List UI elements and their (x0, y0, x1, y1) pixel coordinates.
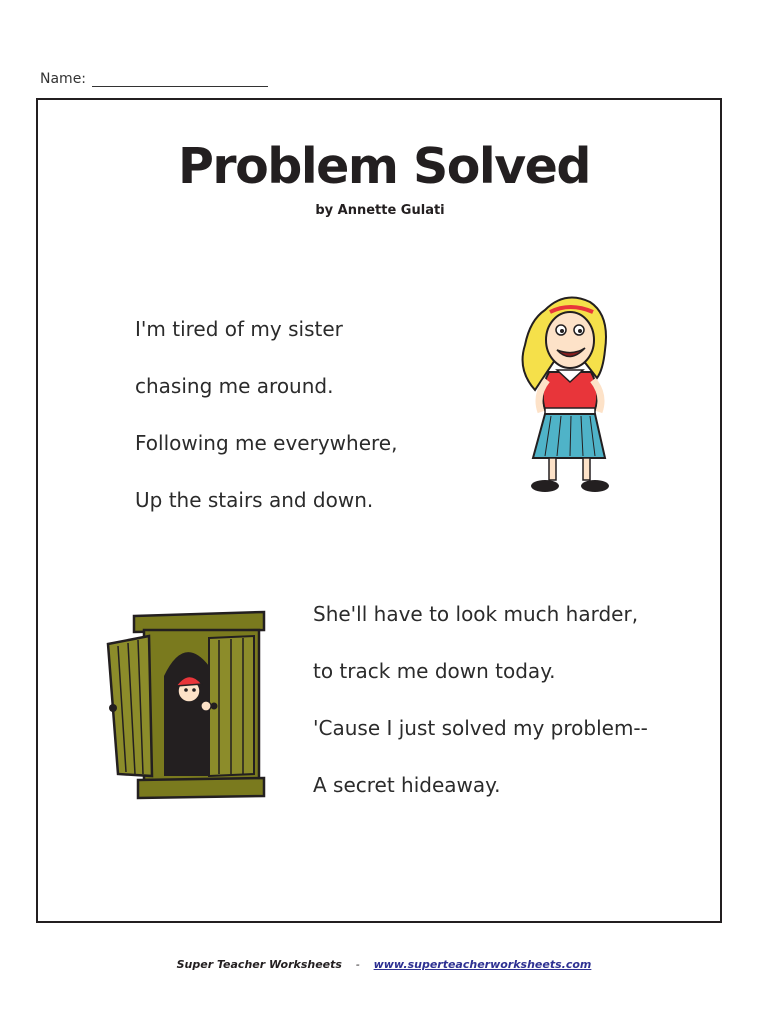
name-blank-line[interactable] (92, 72, 268, 87)
page-title: Problem Solved (178, 138, 590, 195)
stanza-1 (135, 316, 397, 544)
poem-line: to track me down today. (313, 659, 556, 683)
poem-line: chasing me around. (135, 374, 334, 398)
footer (0, 958, 768, 971)
name-field[interactable] (40, 71, 268, 87)
cabinet-illustration (104, 606, 274, 806)
girl-illustration (505, 290, 625, 505)
poem-line: 'Cause I just solved my problem-- (313, 716, 648, 740)
poem-line: She'll have to look much harder, (313, 602, 639, 626)
poem-line: A secret hideaway. (313, 773, 501, 797)
poem-line: Up the stairs and down. (135, 488, 374, 512)
byline: by Annette Gulati (315, 203, 445, 218)
footer-brand: Super Teacher Worksheets (176, 958, 342, 971)
footer-separator: - (355, 958, 360, 971)
footer-link[interactable]: www.superteacherworksheets.com (373, 958, 592, 971)
poem-line: I'm tired of my sister (135, 317, 343, 341)
stanza-2 (313, 601, 648, 829)
poem-line: Following me everywhere, (135, 431, 398, 455)
name-label: Name: (40, 71, 87, 87)
